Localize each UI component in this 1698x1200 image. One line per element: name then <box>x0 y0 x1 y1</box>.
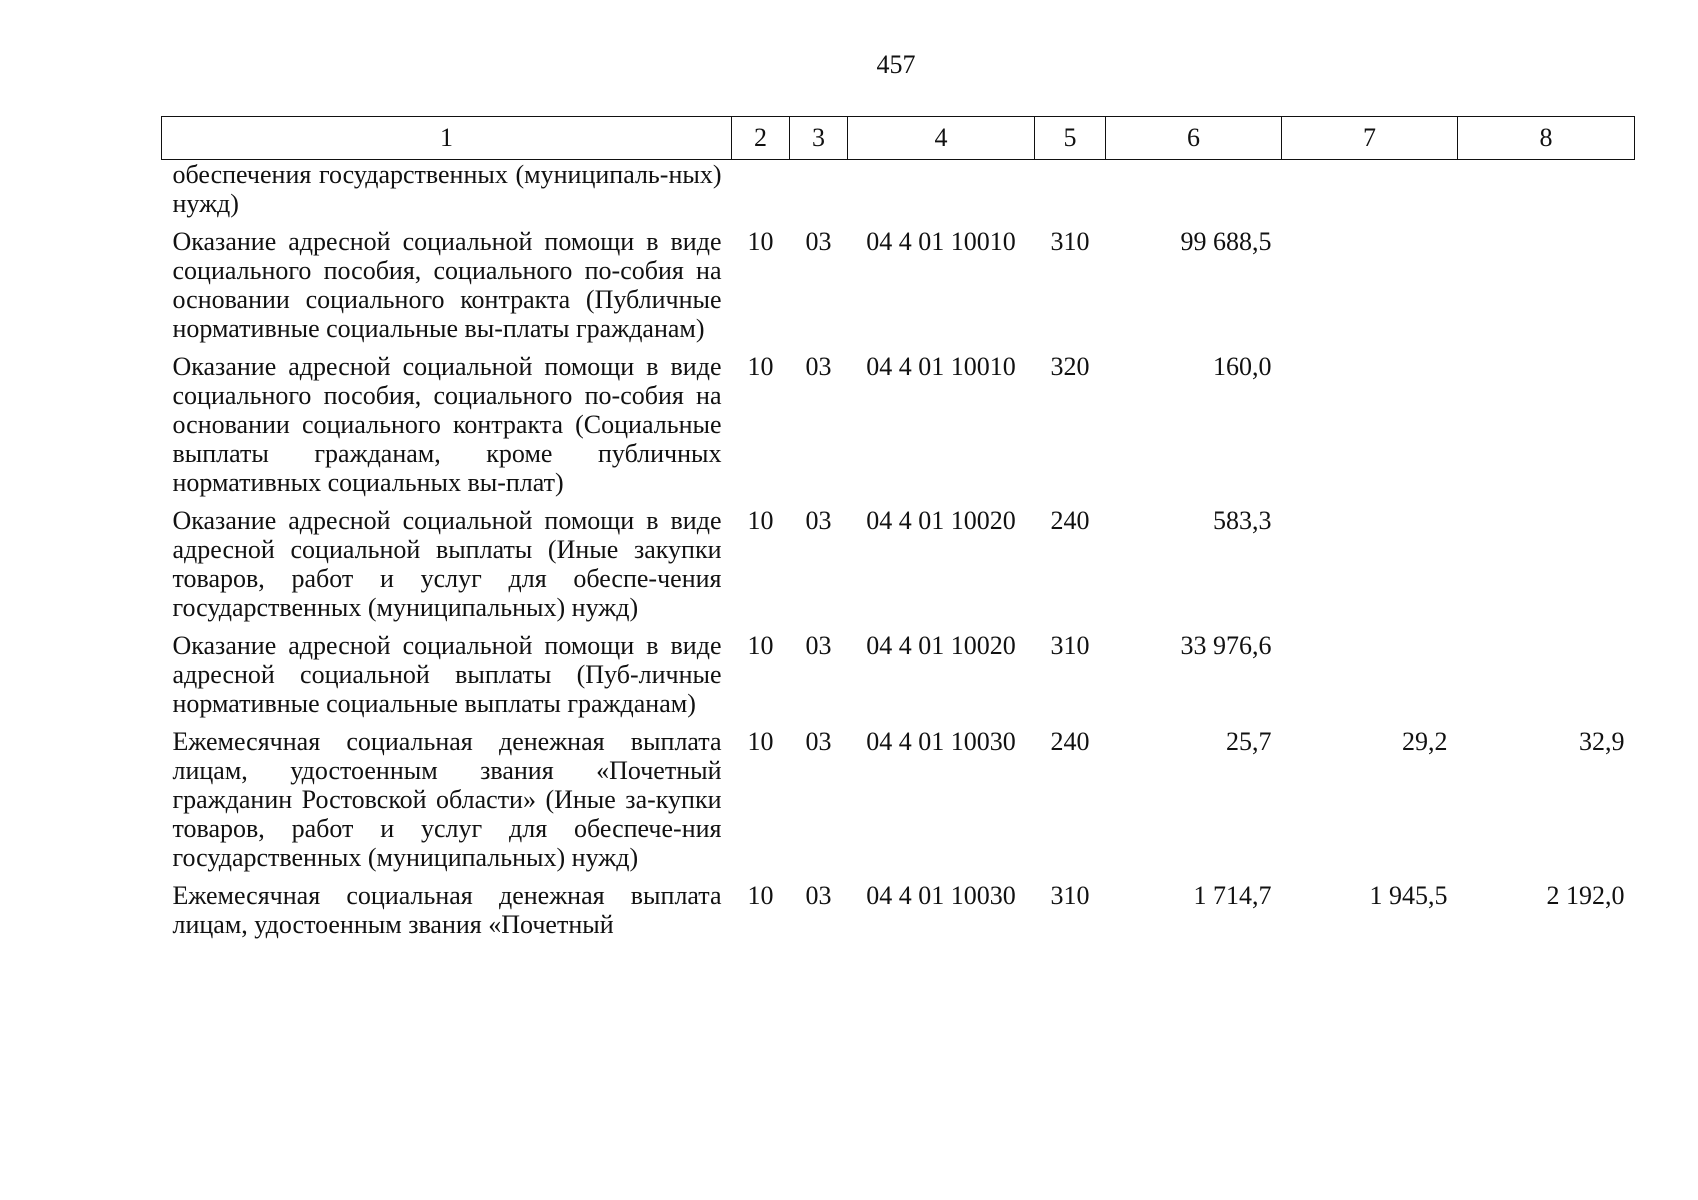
row-name: Оказание адресной социальной помощи в виде социального пособия, социального по-собия на основании социального контракта (Социальные выплаты гражданам, кроме публичных нормативных социальных вы-плат) <box>172 352 722 497</box>
row-subsection: 03 <box>805 227 832 256</box>
header-col-8: 8 <box>1458 117 1635 160</box>
row-subsection: 03 <box>805 352 832 381</box>
row-subsection: 03 <box>805 727 832 756</box>
table-row <box>162 218 1635 343</box>
row-section: 10 <box>747 352 774 381</box>
row-section: 10 <box>747 227 774 256</box>
row-value-8 <box>1458 622 1635 718</box>
row-expense-type: 310 <box>1050 881 1090 910</box>
row-name: Ежемесячная социальная денежная выплата лицам, удостоенным звания «Почетный <box>172 881 722 939</box>
page-number: 457 <box>876 50 916 79</box>
row-value-6: 25,7 <box>1226 727 1272 756</box>
header-col-2: 2 <box>732 117 790 160</box>
row-target-code: 04 4 01 10020 <box>866 506 1016 535</box>
table-row <box>162 343 1635 497</box>
row-section: 10 <box>747 631 774 660</box>
header-col-7: 7 <box>1282 117 1458 160</box>
row-value-8 <box>1458 343 1635 497</box>
row-value-6: 583,3 <box>1213 506 1272 535</box>
row-target-code: 04 4 01 10020 <box>866 631 1016 660</box>
row-expense-type: 310 <box>1050 227 1090 256</box>
row-name: Оказание адресной социальной помощи в виде адресной социальной выплаты (Иные закупки товаров, работ и услуг для обеспе-чения государственных (муниципальных) нужд) <box>172 506 722 622</box>
row-expense-type: 240 <box>1050 727 1090 756</box>
table-row <box>162 622 1635 718</box>
row-target-code: 04 4 01 10010 <box>866 352 1016 381</box>
row-value-7: 1 945,5 <box>1369 881 1448 910</box>
header-col-6: 6 <box>1106 117 1282 160</box>
row-value-8: 2 192,0 <box>1546 881 1625 910</box>
row-section: 10 <box>747 727 774 756</box>
row-value-7 <box>1282 622 1458 718</box>
header-col-1: 1 <box>162 117 732 160</box>
header-col-5: 5 <box>1035 117 1106 160</box>
row-value-7 <box>1282 218 1458 343</box>
header-col-3: 3 <box>790 117 848 160</box>
row-target-code: 04 4 01 10030 <box>866 727 1016 756</box>
row-section: 10 <box>747 881 774 910</box>
row-subsection: 03 <box>805 631 832 660</box>
row-name: Ежемесячная социальная денежная выплата лицам, удостоенным звания «Почетный гражданин Ростовской области» (Иные за-купки товаров, работ и услуг для обеспече-ния государственных (муниципальных) нужд) <box>172 727 722 872</box>
row-expense-type: 310 <box>1050 631 1090 660</box>
table-row <box>162 718 1635 872</box>
row-value-6: 1 714,7 <box>1193 881 1272 910</box>
table-row <box>162 872 1635 939</box>
row-subsection: 03 <box>805 881 832 910</box>
row-value-8 <box>1458 218 1635 343</box>
row-subsection: 03 <box>805 506 832 535</box>
budget-table <box>161 116 1635 939</box>
row-value-6: 99 688,5 <box>1180 227 1272 256</box>
row-section: 10 <box>747 506 774 535</box>
row-target-code: 04 4 01 10030 <box>866 881 1016 910</box>
table-header-row <box>162 117 1635 160</box>
row-value-6: 160,0 <box>1213 352 1272 381</box>
row-value-8: 32,9 <box>1579 727 1625 756</box>
row-value-7: 29,2 <box>1402 727 1448 756</box>
table-row <box>162 497 1635 622</box>
row-value-6: 33 976,6 <box>1180 631 1272 660</box>
table-row-continuation <box>162 160 1635 219</box>
row-name: Оказание адресной социальной помощи в виде адресной социальной выплаты (Пуб-личные нормативные социальные выплаты гражданам) <box>172 631 722 718</box>
row-value-7 <box>1282 343 1458 497</box>
row-target-code: 04 4 01 10010 <box>866 227 1016 256</box>
header-col-4: 4 <box>848 117 1035 160</box>
row-expense-type: 240 <box>1050 506 1090 535</box>
row-expense-type: 320 <box>1050 352 1090 381</box>
row-value-8 <box>1458 497 1635 622</box>
row-value-7 <box>1282 497 1458 622</box>
row-name: обеспечения государственных (муниципаль-ных) нужд) <box>172 160 722 218</box>
row-name: Оказание адресной социальной помощи в виде социального пособия, социального по-собия на основании социального контракта (Публичные нормативные социальные вы-платы гражданам) <box>172 227 722 343</box>
